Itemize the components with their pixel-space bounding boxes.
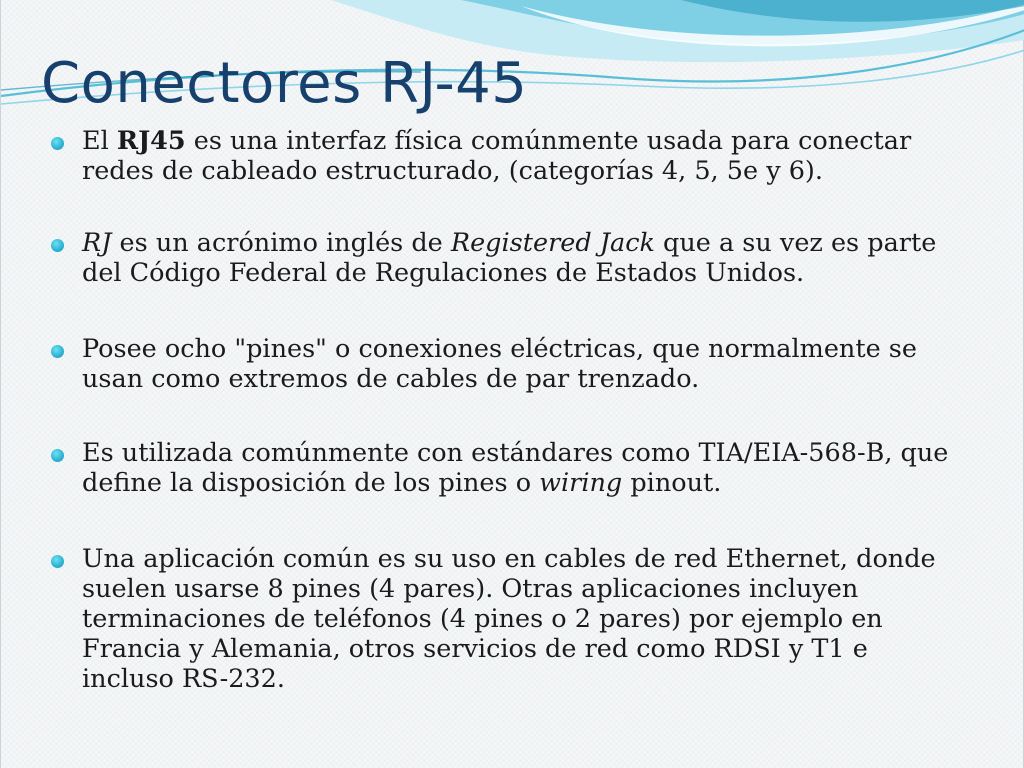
- bullet-dot-icon: [51, 449, 64, 462]
- bullet-dot-icon: [51, 555, 64, 568]
- bullet-dot-icon: [51, 345, 64, 358]
- bullet-segment: wiring: [539, 468, 623, 498]
- bullet-segment: es una interfaz física comúnmente usada para conectar redes de cableado estructurado, (categorías 4, 5, 5e y 6).: [82, 126, 912, 186]
- bullet-dot-icon: [51, 137, 64, 150]
- bullet-segment: que a su vez es parte del Código Federal de Regulaciones de Estados Unidos.: [82, 228, 937, 288]
- bullet-segment: RJ45: [116, 126, 186, 156]
- bullet-text: [82, 334, 962, 394]
- bullet-segment: es un acrónimo inglés de: [111, 228, 451, 258]
- slide-title: Conectores RJ-45: [41, 51, 528, 116]
- bullet-text: [82, 438, 962, 498]
- bullet-segment: El: [82, 126, 117, 156]
- bullet-segment: Es utilizada comúnmente con estándares como TIA/EIA-568-B, que define la disposición de los pines o: [82, 438, 949, 498]
- bullet-list: [1, 0, 1024, 768]
- bullet-text: [82, 126, 962, 186]
- bullet-segment: Posee ocho "pines" o conexiones eléctricas, que normalmente se usan como extremos de cables de par trenzado.: [82, 334, 917, 394]
- bullet-segment: pinout.: [622, 468, 722, 498]
- bullet-segment: Una aplicación común es su uso en cables de red Ethernet, donde suelen usarse 8 pines (4 pares). Otras aplicaciones incluyen terminaciones de teléfonos (4 pines o 2 pares) por ejemplo en Francia y Alemania, otros servicios de red como RDSI y T1 e incluso RS-232.: [82, 544, 936, 694]
- bullet-text: [82, 228, 962, 288]
- bullet-segment: RJ: [82, 228, 112, 258]
- bullet-text: [82, 544, 962, 694]
- bullet-dot-icon: [51, 239, 64, 252]
- bullet-segment: Registered Jack: [450, 228, 655, 258]
